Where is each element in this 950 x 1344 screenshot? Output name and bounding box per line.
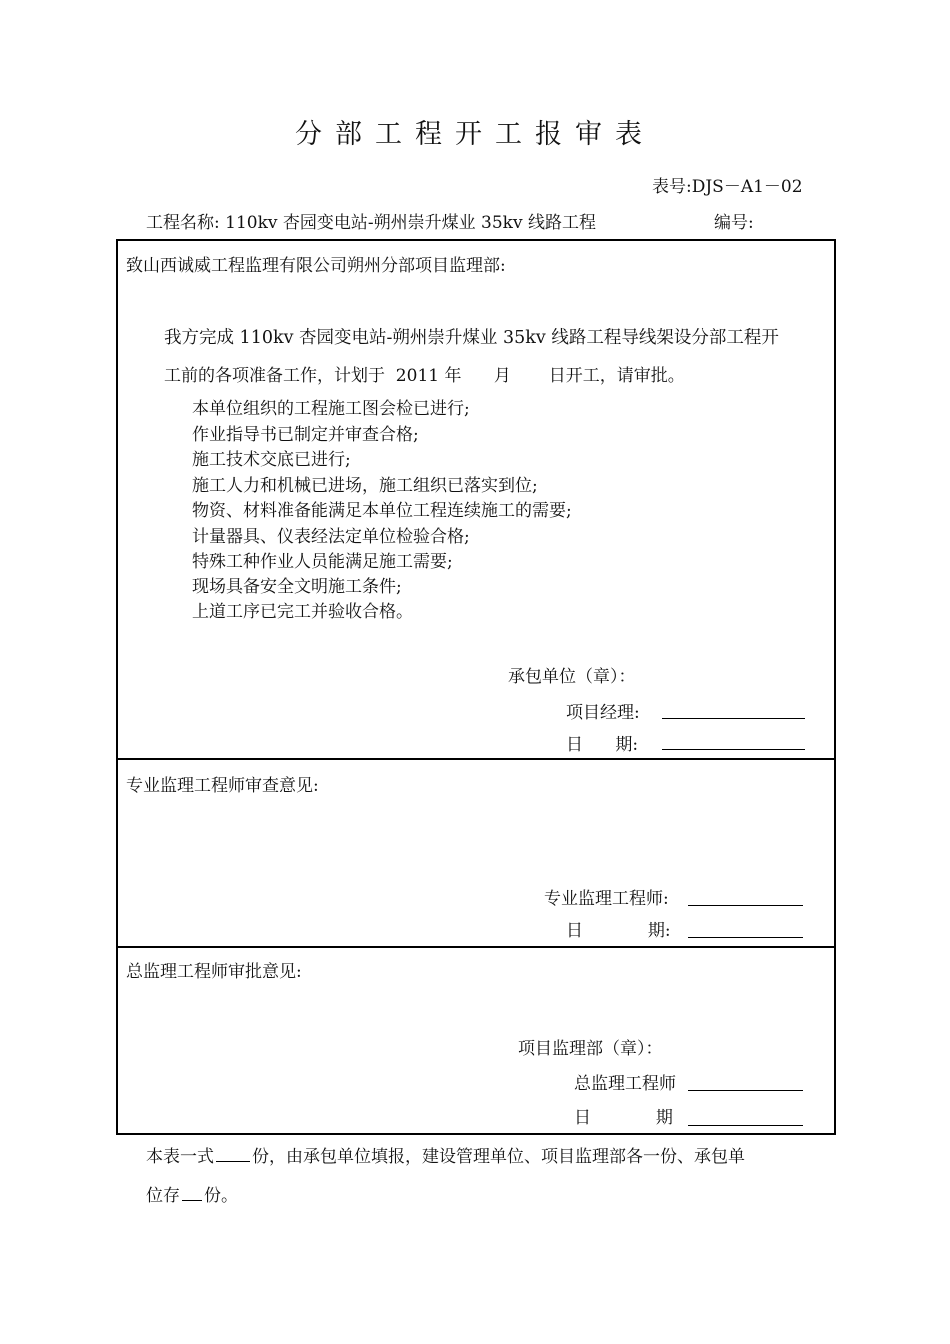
- checklist-item: 施工人力和机械已进场，施工组织已落实到位;: [192, 476, 538, 496]
- project-manager-label: 项目经理:: [566, 703, 640, 723]
- checklist-item: 上道工序已完工并验收合格。: [192, 602, 413, 622]
- application-body-line-2: 工前的各项准备工作，计划于 2011 年 月 日开工，请审批。: [164, 366, 685, 386]
- footer-text: 位存: [146, 1186, 180, 1206]
- serial-number-label: 编号:: [714, 213, 754, 233]
- copies-blank[interactable]: [216, 1145, 250, 1162]
- footer-line-1: [146, 1142, 745, 1167]
- checklist-item: 本单位组织的工程施工图会检已进行;: [192, 399, 470, 419]
- addressee: 致山西诚威工程监理有限公司朔州分部项目监理部:: [126, 256, 506, 276]
- date-label: 日 期: [574, 1108, 673, 1128]
- checklist-item: 现场具备安全文明施工条件;: [192, 577, 402, 597]
- engineer-label: 专业监理工程师:: [544, 889, 669, 909]
- footer-text: 份，由承包单位填报，建设管理单位、项目监理部各一份、承包单: [252, 1147, 745, 1167]
- date-line[interactable]: [688, 937, 803, 938]
- engineer-signature-line[interactable]: [688, 905, 803, 906]
- form-title: 分部工程开工报审表: [295, 119, 655, 150]
- contractor-seal-label: 承包单位（章）：: [508, 667, 636, 687]
- footer-line-2: [146, 1181, 238, 1206]
- application-body-line-1: 我方完成 110kv 杏园变电站-朔州崇升煤业 35kv 线路工程导线架设分部工程开: [164, 328, 779, 348]
- project-manager-signature-line[interactable]: [662, 718, 805, 719]
- chief-engineer-signature-line[interactable]: [688, 1090, 803, 1091]
- checklist-item: 特殊工种作业人员能满足施工需要;: [192, 552, 453, 572]
- supervision-dept-seal-label: 项目监理部（章）：: [518, 1039, 663, 1059]
- checklist-item: 计量器具、仪表经法定单位检验合格;: [192, 527, 470, 547]
- footer-text: 份。: [204, 1186, 238, 1206]
- copies-blank[interactable]: [182, 1184, 202, 1201]
- checklist-item: 物资、材料准备能满足本单位工程连续施工的需要;: [192, 501, 572, 521]
- date-label: 日 期:: [566, 921, 671, 941]
- chief-engineer-label: 总监理工程师: [574, 1074, 676, 1094]
- checklist-item: 施工技术交底已进行;: [192, 450, 351, 470]
- footer-text: 本表一式: [146, 1147, 214, 1167]
- engineer-review-heading: 专业监理工程师审查意见:: [126, 776, 319, 796]
- checklist-item: 作业指导书已制定并审查合格;: [192, 425, 419, 445]
- date-line[interactable]: [688, 1125, 803, 1126]
- form-number: 表号:DJS－A1－02: [652, 177, 803, 197]
- project-name: 工程名称: 110kv 杏园变电站-朔州崇升煤业 35kv 线路工程: [146, 213, 596, 233]
- chief-approval-heading: 总监理工程师审批意见:: [126, 962, 302, 982]
- date-label: 日 期:: [566, 735, 639, 755]
- date-line[interactable]: [662, 749, 805, 750]
